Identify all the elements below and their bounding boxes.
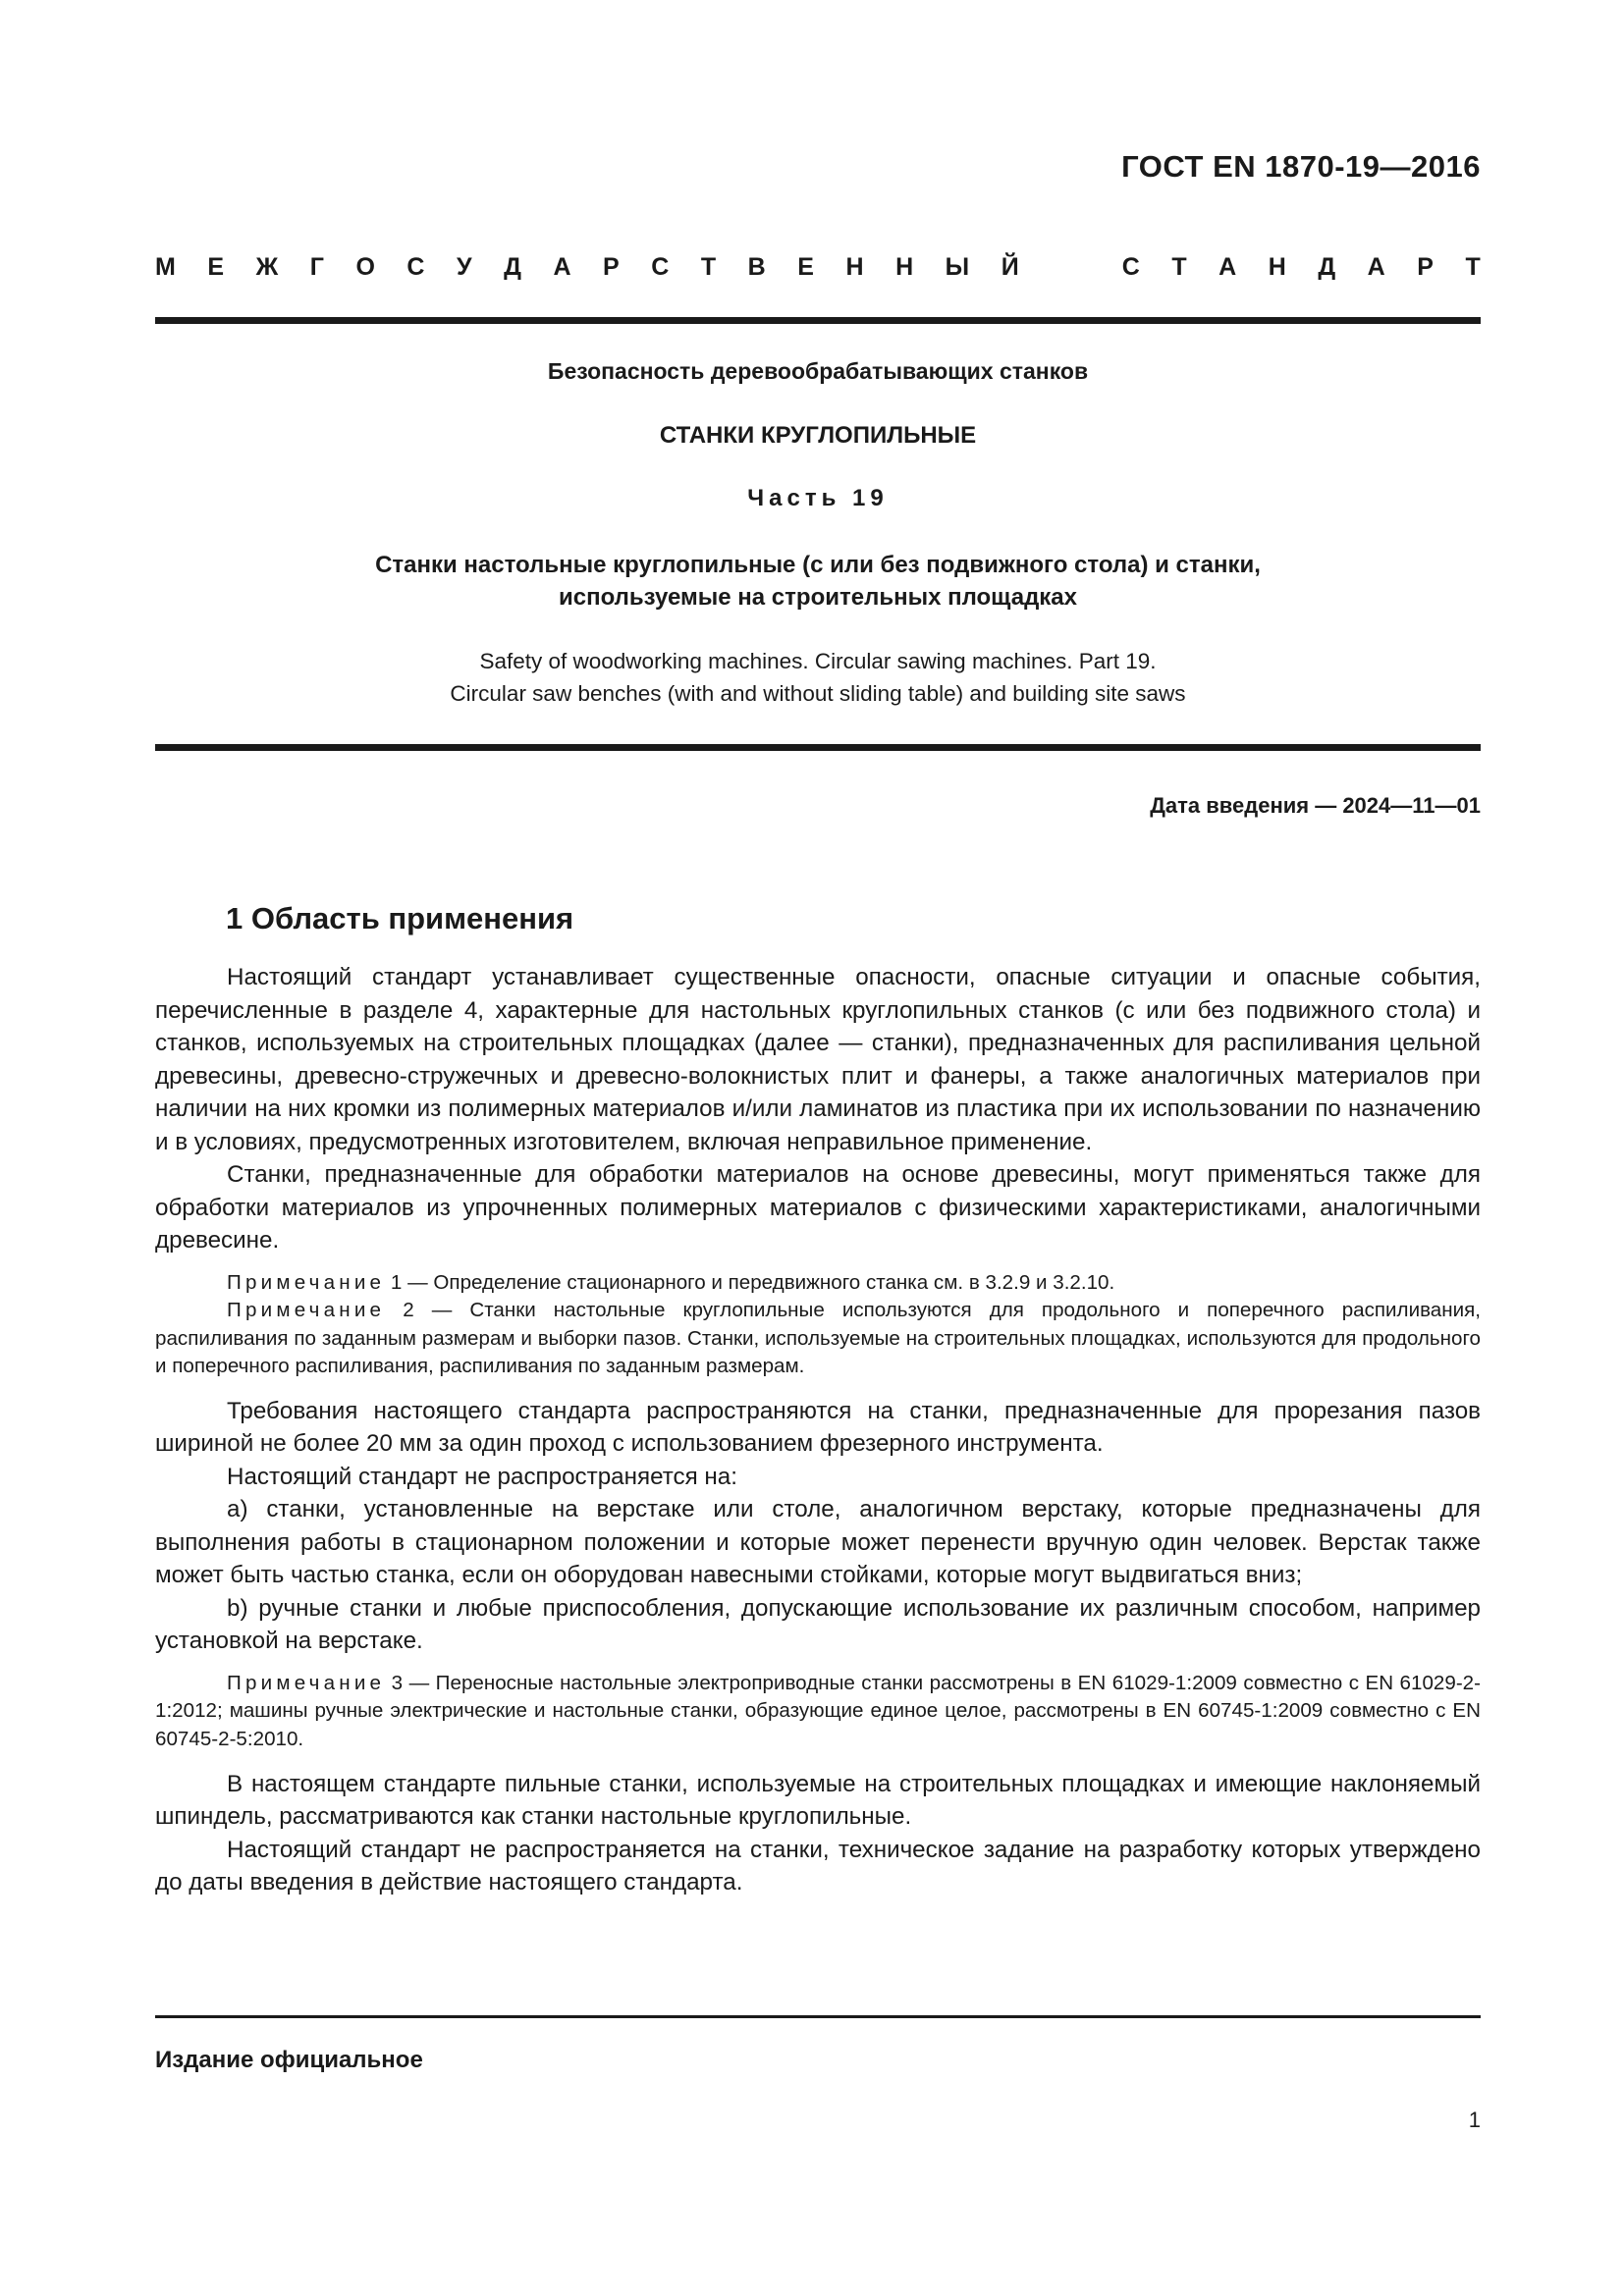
note-3 [155,1670,1481,1754]
paragraph-3: Требования настоящего стандарта распространяются на станки, предназначенные для прорезания пазов шириной не более 20 мм за один проход с использованием фрезерного инструмента. [155,1397,1481,1458]
banner-letter: О [355,253,375,281]
top-rule [155,317,1481,324]
part-title: Часть 19 [747,485,889,511]
section-body [155,961,1481,1899]
page-number: 1 [1468,2108,1481,2132]
banner-letter: Т [1465,253,1481,281]
banner-letter: Д [504,253,521,281]
note-2-text: 2 — Станки настольные круглопильные используются для продольного и поперечного распиливания, распиливания по заданным размерам и выборки пазов. Станки, используемые на строительных площадках, используются для продольного и поперечного распиливания, распиливания по заданным размерам. [155,1299,1481,1378]
subtitle-line-1: Станки настольные круглопильные (с или без подвижного стола) и станки, [375,552,1261,578]
section-heading: 1 Область применения [226,901,574,935]
standard-designation: ГОСТ EN 1870-19—2016 [1121,149,1481,184]
banner-letter: А [553,253,571,281]
banner-letter: А [1367,253,1385,281]
note-2 [155,1297,1481,1381]
footer-rule [155,2015,1481,2018]
banner-letter: Р [603,253,620,281]
note-label: Примечание [227,1671,386,1694]
paragraph-8: Настоящий стандарт не распространяется на станки, техническое задание на разработку которых утверждено до даты введения в действие настоящего стандарта. [155,1836,1481,1896]
banner-gap [1051,253,1090,282]
english-title-line-2: Circular saw benches (with and without sliding table) and building site saws [450,681,1186,706]
banner-letter: А [1218,253,1237,281]
introduction-date: Дата введения — 2024—11—01 [1150,793,1481,818]
english-title [155,645,1481,710]
note-1-text: 1 — Определение стационарного и передвижного станка см. в 3.2.9 и 3.2.10. [385,1270,1115,1294]
banner-letter: М [155,253,176,281]
banner-letter: Е [207,253,225,281]
banner-letter: С [406,253,425,281]
banner-letter: Д [1318,253,1336,281]
document-page [155,0,1481,2296]
banner-letter: Ж [255,253,279,281]
banner-letter: С [1121,253,1140,281]
banner-letter: Е [797,253,814,281]
series-title: Безопасность деревообрабатывающих станков [547,358,1089,384]
paragraph-1: Настоящий стандарт устанавливает существенные опасности, опасные ситуации и опасные события, перечисленные в разделе 4, характерные для настольных круглопильных станков (с или без подвижного стола) и станков, используемых на строительных площадках (далее — станки), предназначенных для распиливания цельной древесины, древесно-стружечных и древесно-волокнистых плит и фанеры, а также аналогичных материалов при наличии на них кромки из полимерных материалов и/или ламинатов из пластика при их использовании по назначению и в условиях, предусмотренных изготовителем, включая неправильное применение. [155,964,1481,1155]
note-label: Примечание [227,1299,386,1322]
paragraph-4: Настоящий стандарт не распространяется на: [227,1463,737,1490]
banner-letter: Н [895,253,914,281]
banner-letter: Т [1171,253,1187,281]
banner-letter: У [457,253,472,281]
paragraph-2: Станки, предназначенные для обработки материалов на основе древесины, могут применяться также для обработки материалов из упрочненных полимерных материалов с физическими характеристиками, аналогичными древесине. [155,1161,1481,1254]
interstate-standard-banner [155,253,1481,282]
banner-letter: Т [700,253,717,281]
note-1 [155,1269,1481,1298]
list-item-a: a) станки, установленные на верстаке или столе, аналогичном верстаку, которые предназначены для выполнения работы в стационарном положении и которые может перенести вручную один человек. Верстак также может быть частью станка, если он оборудован навесными стойками, которые могут выдвигаться вниз; [155,1496,1481,1589]
banner-letter: Й [1001,253,1019,281]
banner-letter: Р [1417,253,1434,281]
list-item-b: b) ручные станки и любые приспособления, допускающие использование их различным способом, например установкой на верстаке. [155,1594,1481,1655]
main-title: СТАНКИ КРУГЛОПИЛЬНЫЕ [659,422,977,449]
subtitle [155,549,1481,614]
title-bottom-rule [155,744,1481,751]
note-label: Примечание [227,1270,386,1294]
banner-letter: В [747,253,766,281]
banner-letter: Н [1268,253,1286,281]
english-title-line-1: Safety of woodworking machines. Circular sawing machines. Part 19. [479,649,1157,673]
banner-letter: Г [309,253,324,281]
banner-letter: С [651,253,670,281]
paragraph-7: В настоящем стандарте пильные станки, используемые на строительных площадках и имеющие наклоняемый шпиндель, рассматриваются как станки настольные круглопильные. [155,1770,1481,1831]
official-edition-label: Издание официальное [155,2047,423,2073]
subtitle-line-2: используемые на строительных площадках [558,584,1078,611]
banner-letter: Ы [945,253,970,281]
banner-letter: Н [845,253,864,281]
note-3-text: 3 — Переносные настольные электроприводные станки рассмотрены в EN 61029-1:2009 совместно с EN 61029-2-1:2012; машины ручные электрические и настольные станки, образующие единое целое, рассмотрены в EN 60745-1:2009 совместно с EN 60745-2-5:2010. [155,1671,1481,1751]
